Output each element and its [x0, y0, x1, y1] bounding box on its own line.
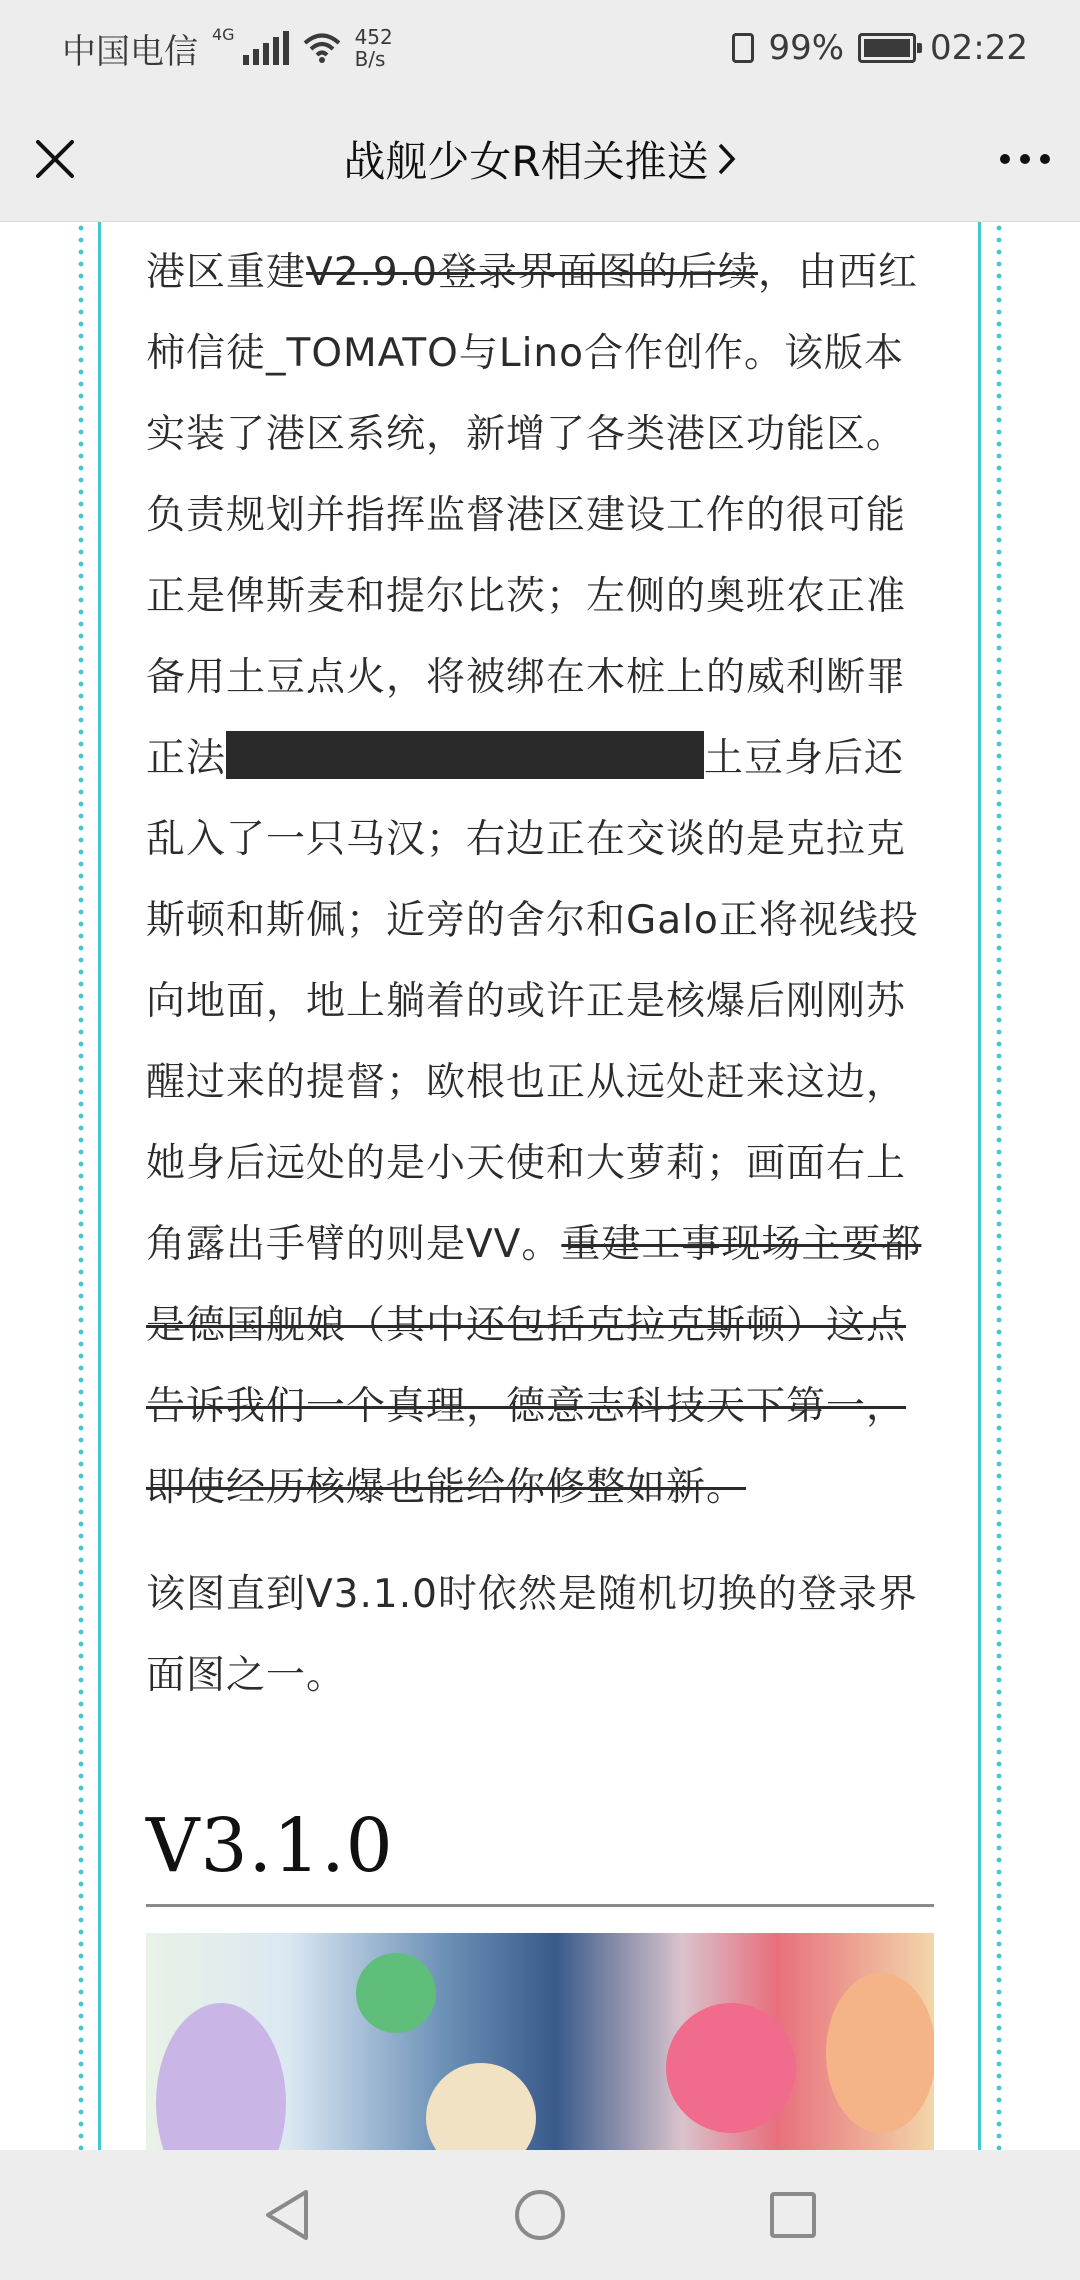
- speed-unit: B/s: [354, 47, 386, 71]
- signal-icon: [243, 31, 289, 65]
- decorative-border: [978, 222, 981, 2150]
- login-screen-artwork[interactable]: [146, 1933, 934, 2150]
- decorative-border: [78, 222, 84, 2150]
- nav-header: [0, 96, 1080, 222]
- network-speed: [355, 26, 393, 70]
- paragraph-1: [146, 232, 934, 1528]
- recent-square-icon: [769, 2191, 817, 2239]
- decorative-border: [996, 222, 1002, 2150]
- article-body: [146, 232, 934, 2150]
- home-button[interactable]: [510, 2185, 570, 2245]
- more-dot: [1040, 154, 1050, 164]
- speed-value: 452: [354, 25, 393, 49]
- back-button[interactable]: [257, 2185, 317, 2245]
- carrier-label: 中国电信: [62, 31, 198, 72]
- status-right: [732, 28, 1028, 68]
- chevron-right-icon: [717, 142, 737, 176]
- network-type-label: 4G: [212, 24, 235, 44]
- text-run: 土豆身后还乱入了一只马汉；右边正在交谈的是克拉克斯顿和斯佩；近旁的舍尔和Galo正将视线投向地面，地上躺着的或许正是核爆后刚刚苏醒过来的提督；欧根也正从远处赶来这边，她身后远处的是小天使和大萝莉；画面右上角露出手臂的则是VV。: [146, 736, 919, 1267]
- battery-percent: 99%: [768, 28, 845, 68]
- close-icon: [34, 138, 76, 180]
- page-title-link[interactable]: [343, 129, 736, 189]
- decorative-border: [98, 222, 101, 2150]
- strikethrough-text: V2.9.0登录界面图的后续: [306, 250, 758, 295]
- text-run: 港区重建: [146, 250, 307, 295]
- redacted-block[interactable]: [226, 731, 618, 779]
- status-left: [62, 24, 393, 73]
- status-bar: [0, 0, 1080, 96]
- wifi-icon: [303, 32, 341, 64]
- strikethrough-text: 重建工事现场主要都是德国舰娘（其中还包括克拉克斯顿）这点告诉我们一个真理，德意志科技天下第一，即使经历核爆也能给你修整如新。: [146, 1222, 922, 1510]
- recent-apps-button[interactable]: [763, 2185, 823, 2245]
- more-dot: [1020, 154, 1030, 164]
- system-navigation-bar: [0, 2150, 1080, 2280]
- back-triangle-icon: [262, 2188, 312, 2242]
- more-dot: [1000, 154, 1010, 164]
- home-circle-icon: [513, 2188, 567, 2242]
- vibrate-icon: [732, 33, 754, 63]
- redacted-block[interactable]: [618, 731, 704, 779]
- battery-icon: [858, 33, 916, 63]
- text-run: ，由西红柿信徒_TOMATO与Lino合作创作。该版本实装了港区系统，新增了各类港区功能区。负责规划并指挥监督港区建设工作的很可能正是俾斯麦和提尔比茨；左侧的奥班农正准备用土豆点火，将被绑在木桩上的威利断罪正法: [146, 250, 918, 781]
- page-title: 战舰少女R相关推送: [343, 136, 709, 186]
- clock: 02:22: [930, 28, 1028, 68]
- section-heading: V3.1.0: [146, 1798, 934, 1907]
- article-content[interactable]: [0, 222, 1080, 2150]
- more-button[interactable]: [970, 96, 1080, 222]
- close-button[interactable]: [0, 96, 110, 222]
- paragraph-2: 该图直到V3.1.0时依然是随机切换的登录界面图之一。: [146, 1572, 918, 1698]
